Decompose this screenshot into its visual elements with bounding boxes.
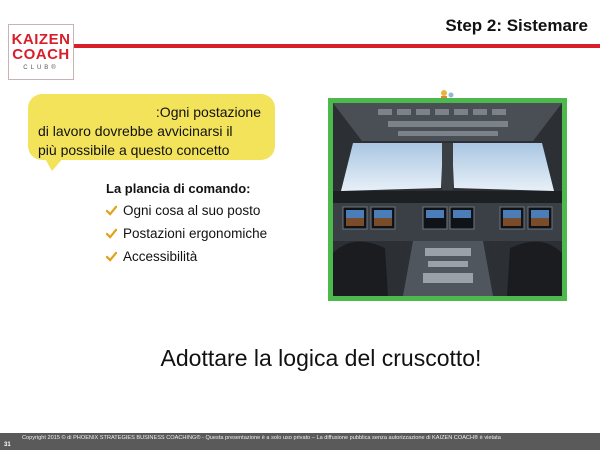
callout-tail xyxy=(44,157,64,171)
bullet-list xyxy=(106,199,267,268)
page-number: 31 xyxy=(4,442,11,448)
list-item-label: Postazioni ergonomiche xyxy=(123,226,268,241)
list-item-label: Ogni cosa al suo posto xyxy=(123,203,261,218)
list-item xyxy=(106,245,267,268)
footer-bar xyxy=(0,433,600,450)
key-statement-text: Adottare la logica del cruscotto! xyxy=(160,345,482,371)
callout-line-2: di lavoro dovrebbe avvicinarsi il xyxy=(38,123,233,139)
cockpit-photo-frame xyxy=(328,98,567,301)
check-icon xyxy=(106,205,117,216)
callout-line-3: più possibile a questo concetto xyxy=(38,142,230,158)
list-item xyxy=(106,222,267,245)
kaizen-coach-logo xyxy=(8,24,74,80)
callout-line-1: :Ogni postazione xyxy=(155,104,261,120)
callout-bubble xyxy=(28,94,275,160)
list-heading: La plancia di comando: xyxy=(106,181,251,196)
check-icon xyxy=(106,251,117,262)
logo-line-1: KAIZEN xyxy=(11,31,71,48)
key-statement xyxy=(0,345,600,372)
cockpit-photo xyxy=(333,103,562,296)
check-icon xyxy=(106,228,117,239)
cockpit-illustration xyxy=(333,103,562,296)
logo-line-3: CLUB® xyxy=(23,65,59,71)
logo-line-2: COACH xyxy=(12,46,70,63)
copyright-notice: Copyright 2015 © di PHOENIX STRATEGIES BUSINESS COACHING® - Questa presentazione è a solo uso privato – La diffusione pubblica senza autorizzazione di KAIZEN COACH® è vietata xyxy=(22,435,501,441)
list-item xyxy=(106,199,267,222)
title-divider xyxy=(74,44,600,48)
slide-title: Step 2: Sistemare xyxy=(445,16,588,35)
list-item-label: Accessibilità xyxy=(123,249,198,264)
